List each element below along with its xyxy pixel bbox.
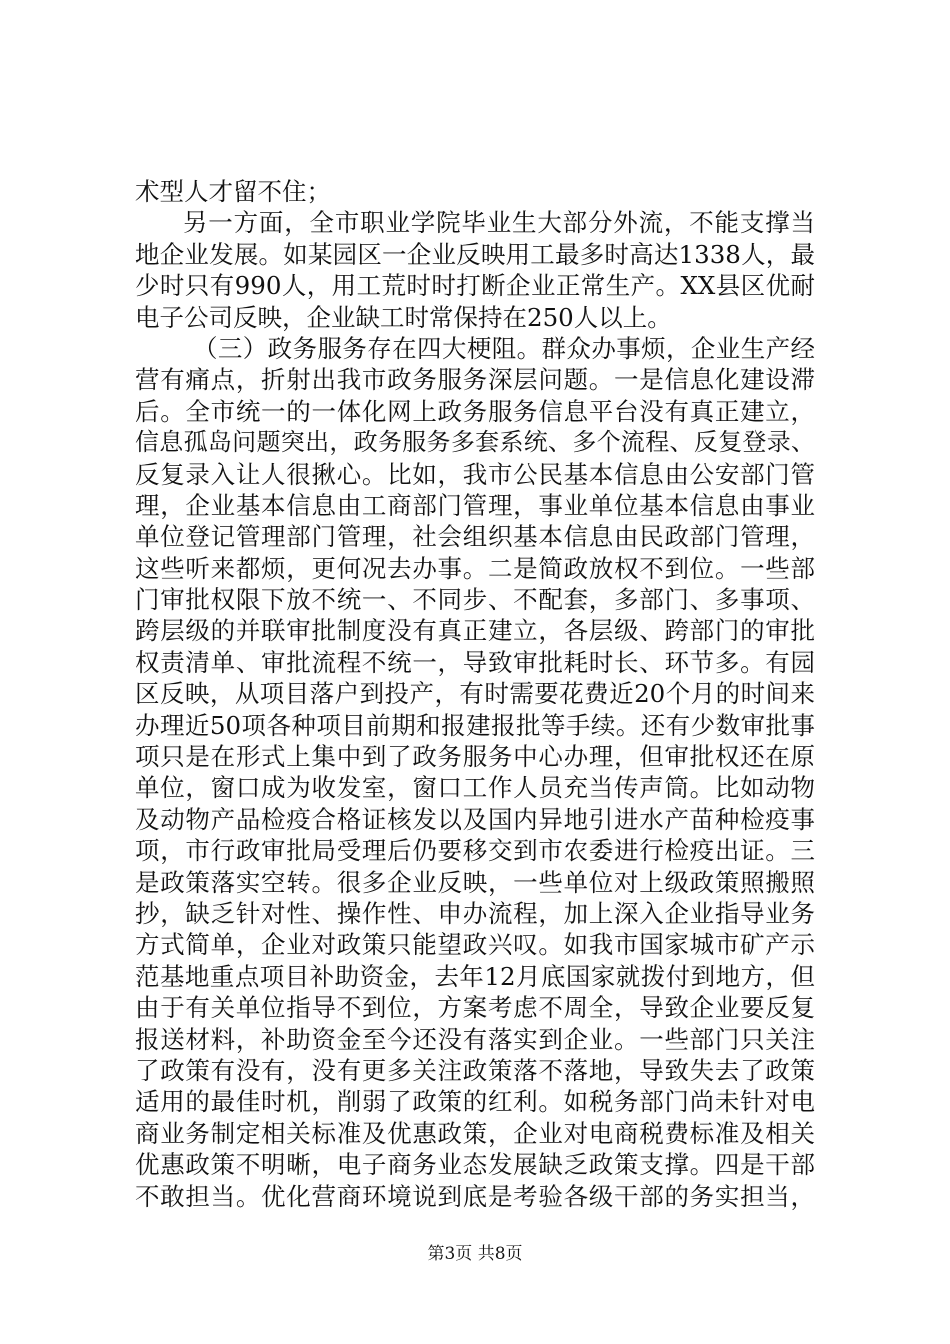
- text-line: 是政策落实空转。很多企业反映，一些单位对上级政策照搬照: [135, 867, 815, 897]
- text-line: 报送材料，补助资金至今还没有落实到企业。一些部门只关注: [135, 1024, 815, 1054]
- text-line: 信息孤岛问题突出，政务服务多套系统、多个流程、反复登录、: [135, 428, 815, 457]
- text-line: 门审批权限下放不统一、不同步、不配套，多部门、多事项、: [135, 585, 815, 615]
- text-line: 权责清单、审批流程不统一，导致审批耗时长、环节多。有园: [135, 647, 815, 677]
- text-line: 这些听来都烦，更何况去办事。二是简政放权不到位。一些部: [135, 553, 815, 583]
- body-text: [135, 176, 815, 1212]
- text-line: 及动物产品检疫合格证核发以及国内异地引进水产苗种检疫事: [135, 804, 815, 834]
- text-line: 了政策有没有，没有更多关注政策落不落地，导致失去了政策: [135, 1055, 815, 1085]
- text-line: 优惠政策不明晰，电子商务业态发展缺乏政策支撑。四是干部: [135, 1150, 815, 1180]
- text-line: 术型人才留不住；: [135, 177, 331, 206]
- text-line: 办理近50项各种项目前期和报建报批等手续。还有少数审批事: [135, 710, 815, 740]
- text-line: 商业务制定相关标准及优惠政策，企业对电商税费标准及相关: [135, 1118, 815, 1148]
- text-line: 由于有关单位指导不到位，方案考虑不周全，导致企业要反复: [135, 993, 815, 1023]
- text-line: 范基地重点项目补助资金，去年12月底国家就拨付到地方，但: [135, 961, 815, 991]
- text-line: 跨层级的并联审批制度没有真正建立，各层级、跨部门的审批: [135, 616, 815, 646]
- text-line: 项，市行政审批局受理后仍要移交到市农委进行检疫出证。三: [135, 836, 815, 866]
- page-footer: [0, 1242, 950, 1266]
- text-line: 后。全市统一的一体化网上政务服务信息平台没有真正建立，: [135, 396, 815, 426]
- text-line: 理，企业基本信息由工商部门管理，事业单位基本信息由事业: [135, 490, 815, 520]
- text-line: 反复录入让人很揪心。比如，我市公民基本信息由公安部门管: [135, 459, 815, 489]
- text-line: 电子公司反映，企业缺工时常保持在250人以上。: [135, 302, 672, 332]
- text-line: 区反映，从项目落户到投产，有时需要花费近20个月的时间来: [135, 679, 815, 709]
- text-line: 单位，窗口成为收发室，窗口工作人员充当传声筒。比如动物: [135, 773, 815, 803]
- text-line: 抄，缺乏针对性、操作性、申办流程，加上深入企业指导业务: [135, 898, 815, 928]
- text-line: 方式简单，企业对政策只能望政兴叹。如我市国家城市矿产示: [135, 930, 815, 960]
- text-line: 单位登记管理部门管理，社会组织基本信息由民政部门管理，: [135, 522, 815, 552]
- text-line: 项只是在形式上集中到了政务服务中心办理，但审批权还在原: [135, 742, 815, 772]
- text-line: 地企业发展。如某园区一企业反映用工最多时高达1338人，最: [135, 239, 815, 269]
- text-line: （三）政务服务存在四大梗阻。群众办事烦，企业生产经: [193, 333, 815, 363]
- page-number: 第3页 共8页: [427, 1244, 523, 1264]
- text-line: 营有痛点，折射出我市政务服务深层问题。一是信息化建设滞: [135, 365, 815, 395]
- text-line: 少时只有990人，用工荒时时打断企业正常生产。XX县区优耐: [135, 271, 815, 301]
- text-line: 不敢担当。优化营商环境说到底是考验各级干部的务实担当，: [135, 1181, 815, 1211]
- text-line: 适用的最佳时机，削弱了政策的红利。如税务部门尚未针对电: [135, 1087, 815, 1117]
- text-line: 另一方面，全市职业学院毕业生大部分外流，不能支撑当: [183, 208, 815, 238]
